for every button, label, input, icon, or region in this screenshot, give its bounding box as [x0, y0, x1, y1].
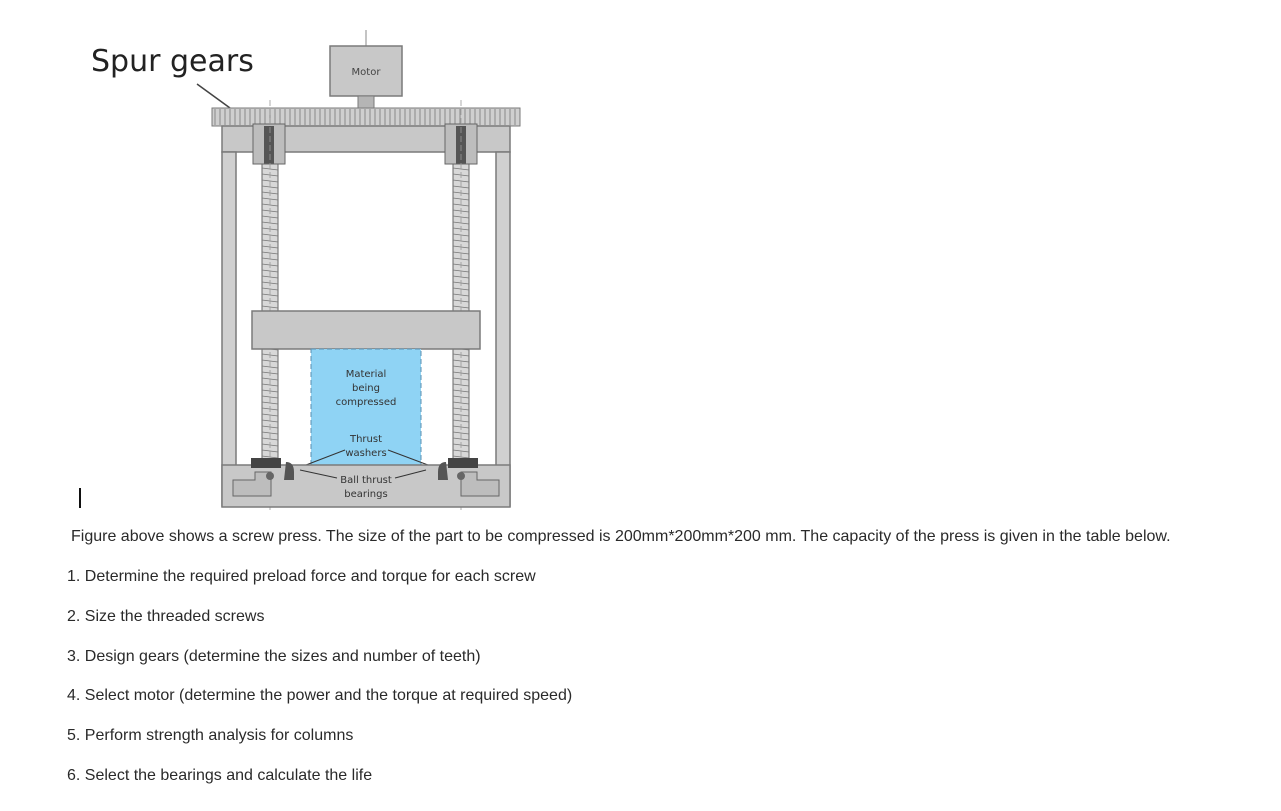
task-item-6: 6. Select the bearings and calculate the life: [67, 766, 373, 784]
thrust-washers-label-line2: washers: [345, 448, 387, 459]
moving-platen: [252, 311, 480, 349]
task-item-5: 5. Perform strength analysis for columns: [67, 727, 354, 745]
motor-shaft: [358, 96, 374, 108]
task-list: [67, 567, 572, 806]
task-item-2: 2. Size the threaded screws: [67, 607, 265, 625]
material-label-line2: being: [352, 383, 380, 394]
spur-gears-label: Spur gears: [91, 44, 254, 79]
task-item-1: 1. Determine the required preload force and torque for each screw: [67, 568, 536, 585]
right-ball: [457, 472, 465, 480]
right-frame-column: [496, 152, 510, 506]
ball-thrust-label-line1: Ball thrust: [340, 475, 392, 486]
task-item-3: 3. Design gears (determine the sizes and number of teeth): [67, 647, 481, 665]
right-thrust-bearing: [448, 458, 478, 468]
material-label-line1: Material: [345, 369, 387, 380]
left-bearing-core: [264, 126, 274, 164]
text-cursor: [79, 488, 81, 508]
screw-press-figure: [0, 0, 620, 520]
thrust-washers-label-line1: Thrust: [349, 434, 383, 445]
task-item-4: 4. Select motor (determine the power and the torque at required speed): [67, 687, 573, 705]
material-label-line3: compressed: [335, 397, 397, 408]
figure-description: Figure above shows a screw press. The size of the part to be compressed is 200mm*200mm*200 mm. The capacity of the press is given in the table below.: [71, 528, 1171, 545]
spur-gears-leader: [197, 84, 230, 108]
left-thrust-bearing: [251, 458, 281, 468]
left-ball: [266, 472, 274, 480]
left-frame-column: [222, 152, 236, 506]
motor-label: Motor: [351, 67, 381, 78]
ball-thrust-label-line2: bearings: [344, 489, 388, 500]
gear-teeth: [215, 109, 515, 125]
spur-gear-strip: [212, 108, 520, 126]
